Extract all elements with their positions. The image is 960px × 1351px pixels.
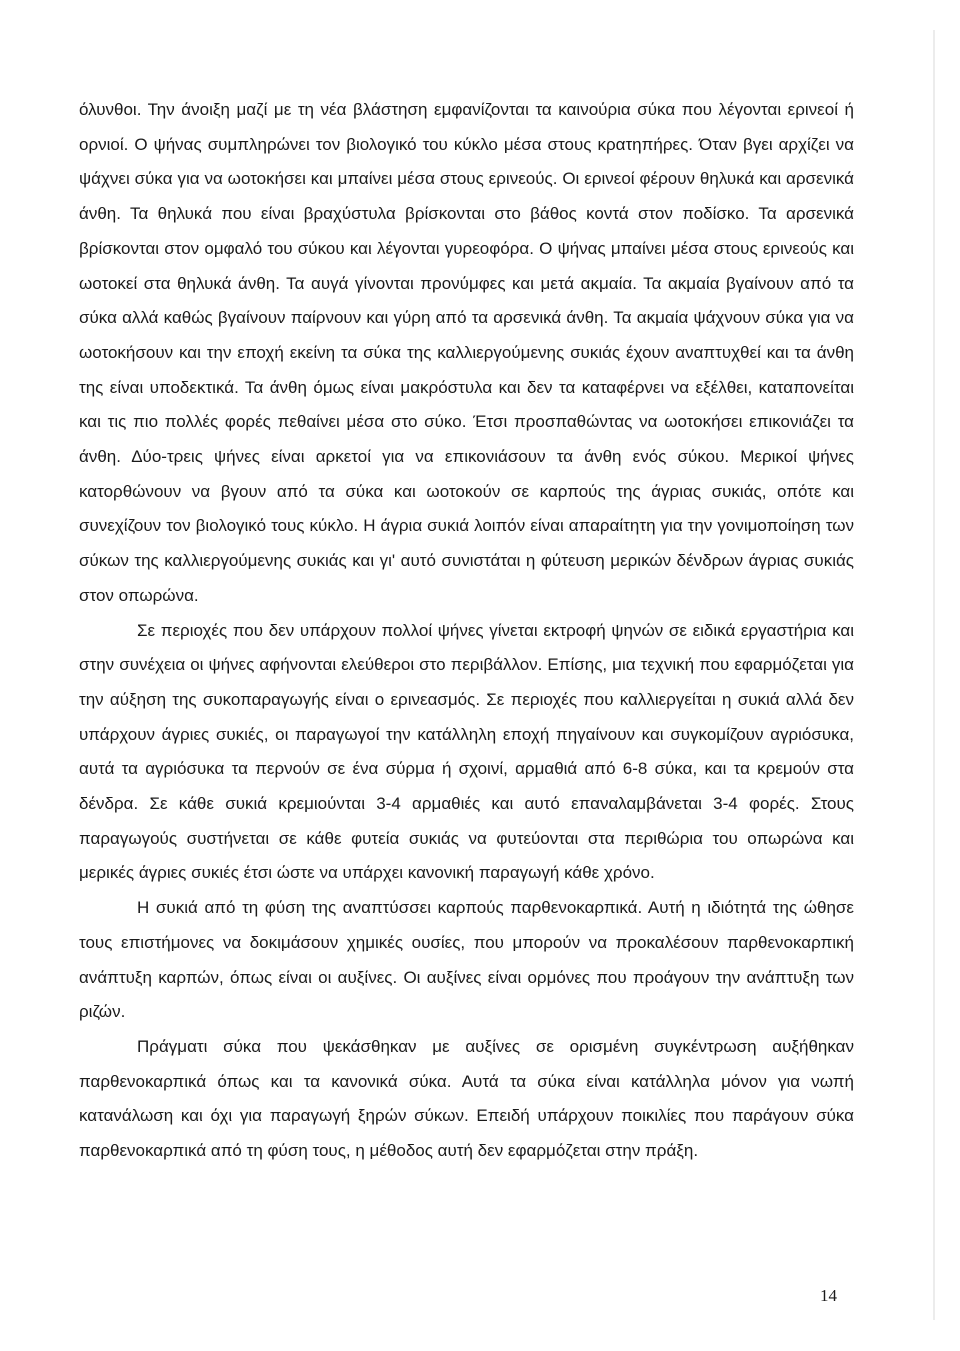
page-edge-shadow <box>933 30 935 1320</box>
page-number: 14 <box>820 1286 837 1305</box>
paragraph-1: όλυνθοι. Την άνοιξη μαζί με τη νέα βλάστηση εμφανίζονται τα καινούρια σύκα που λέγονται ερινεοί ή ορνιοί. Ο ψήνας συμπληρώνει τον βιολογικό του κύκλο μέσα στους κρατηπήρες. Όταν βγει αρχίζει να ψάχνει σύκα για να ωοτοκήσει και μπαίνει μέσα στους ερινεούς. Οι ερινεοί φέρουν θηλυκά και αρσενικά άνθη. Τα θηλυκά που είναι βραχύστυλα βρίσκονται στο βάθος κοντά στον ποδίσκο. Τα αρσενικά βρίσκονται στον ομφαλό του σύκου και λέγονται γυρεοφόρα. Ο ψήνας μπαίνει μέσα στους ερινεούς και ωοτοκεί στα θηλυκά άνθη. Τα αυγά γίνονται προνύμφες και μετά ακμαία. Τα ακμαία βγαίνουν από τα σύκα αλλά καθώς βγαίνουν παίρνουν και γύρη από τα αρσενικά άνθη. Τα ακμαία ψάχνουν σύκα για να ωοτοκήσουν και την εποχή εκείνη τα σύκα της καλλιεργούμενης συκιάς έχουν αναπτυχθεί και τα άνθη της είναι υποδεκτικά. Τα άνθη όμως είναι μακρόστυλα και δεν τα καταφέρνει να εξέλθει, καταπονείται και τις πιο πολλές φορές πεθαίνει μέσα στο σύκο. Έτσι προσπαθώντας να ωοτοκήσει επικονιάζει τα άνθη. Δύο-τρεις ψήνες είναι αρκετοί για να επικονιάσουν τα άνθη ενός σύκου. Μερικοί ψήνες κατορθώνουν να βγουν από τα σύκα και ωοτοκούν σε καρπούς της άγριας συκιάς, οπότε και συνεχίζουν τον βιολογικό τους κύκλο. Η άγρια συκιά λοιπόν είναι απαραίτητη για την γονιμοποίηση των σύκων της καλλιεργούμενης συκιάς και γι' αυτό συνιστάται η φύτευση μερικών δένδρων άγριας συκιάς στον οπωρώνα. <box>79 100 854 605</box>
paragraph-3: Η συκιά από τη φύση της αναπτύσσει καρπούς παρθενοκαρπικά. Αυτή η ιδιότητά της ώθησε τους επιστήμονες να δοκιμάσουν χημικές ουσίες, που μπορούν να προκαλέσουν παρθενοκαρπική ανάπτυξη καρπών, όπως είναι οι αυξίνες. Οι αυξίνες είναι ορμόνες που προάγουν την ανάπτυξη των ριζών. <box>79 898 854 1022</box>
paragraph-2: Σε περιοχές που δεν υπάρχουν πολλοί ψήνες γίνεται εκτροφή ψηνών σε ειδικά εργαστήρια και στην συνέχεια οι ψήνες αφήνονται ελεύθεροι στο περιβάλλον. Επίσης, μια τεχνική που εφαρμόζεται για την αύξηση της συκοπαραγωγής είναι ο ερινεασμός. Σε περιοχές που καλλιεργείται η συκιά αλλά δεν υπάρχουν άγριες συκιές, οι παραγωγοί την κατάλληλη εποχή πηγαίνουν και συγκομίζουν αγριόσυκα, αυτά τα αγριόσυκα τα περνούν σε ένα σύρμα ή σχοινί, αρμαθιά από 6-8 σύκα, και τα κρεμούν στα δένδρα. Σε κάθε συκιά κρεμιούνται 3-4 αρμαθιές και αυτό επαναλαμβάνεται 3-4 φορές. Στους παραγωγούς συστήνεται σε κάθε φυτεία συκιάς να φυτεύονται στα περιθώρια του οπωρώνα και μερικές άγριες συκιές έτσι ώστε να υπάρχει κανονική παραγωγή κάθε χρόνο. <box>79 620 854 883</box>
paragraph-4: Πράγματι σύκα που ψεκάσθηκαν με αυξίνες σε ορισμένη συγκέντρωση αυξήθηκαν παρθενοκαρπικά όπως και τα κανονικά σύκα. Αυτά τα σύκα είναι κατάλληλα μόνον για νωπή κατανάλωση και όχι για παραγωγή ξηρών σύκων. Επειδή υπάρχουν ποικιλίες που παράγουν σύκα παρθενοκαρπικά από τη φύση τους, η μέθοδος αυτή δεν εφαρμόζεται στην πράξη. <box>79 1036 854 1161</box>
body-text <box>79 93 854 1169</box>
